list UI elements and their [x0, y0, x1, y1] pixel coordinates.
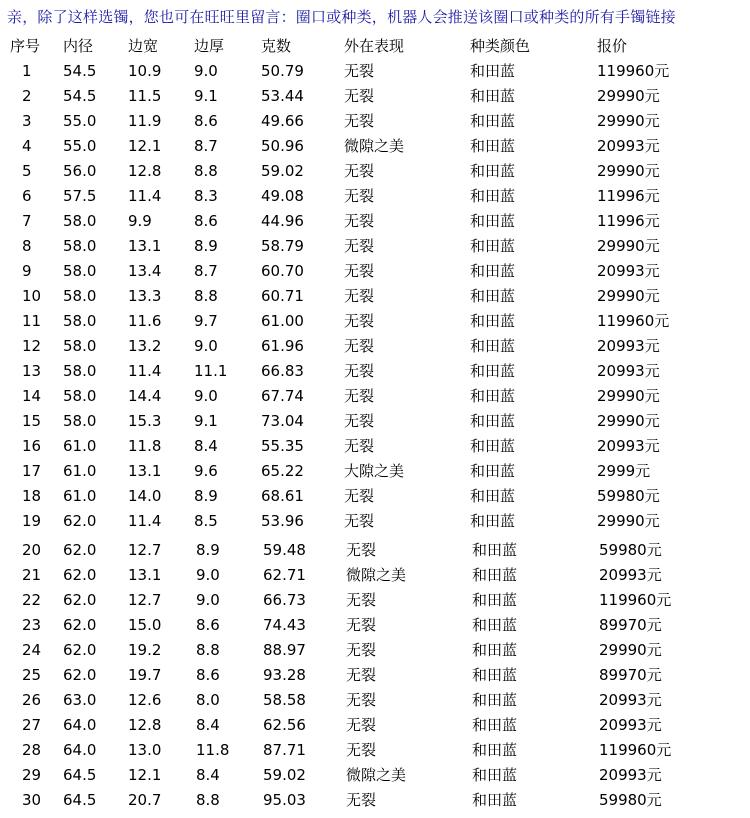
cell-inner-diameter: 64.5 [63, 791, 97, 809]
cell-variety-color: 和田蓝 [472, 791, 518, 809]
cell-width: 12.8 [128, 716, 162, 734]
cell-weight: 93.28 [263, 666, 306, 684]
cell-width: 19.7 [128, 666, 162, 684]
cell-thickness: 8.8 [196, 641, 220, 659]
cell-weight: 66.83 [261, 362, 304, 380]
cell-width: 11.4 [128, 187, 162, 205]
cell-inner-diameter: 62.0 [63, 566, 97, 584]
cell-index: 24 [22, 641, 42, 659]
cell-price: 29990元 [597, 287, 660, 305]
cell-index: 2 [22, 87, 32, 105]
cell-variety-color: 和田蓝 [470, 212, 516, 230]
cell-width: 15.3 [128, 412, 162, 430]
cell-index: 25 [22, 666, 42, 684]
cell-price: 59980元 [597, 487, 660, 505]
cell-appearance: 无裂 [346, 616, 377, 634]
cell-price: 20993元 [599, 716, 662, 734]
cell-variety-color: 和田蓝 [472, 716, 518, 734]
cell-weight: 60.70 [261, 262, 304, 280]
cell-width: 11.9 [128, 112, 162, 130]
cell-inner-diameter: 56.0 [63, 162, 97, 180]
cell-price: 20993元 [597, 137, 660, 155]
cell-index: 10 [22, 287, 42, 305]
cell-price: 59980元 [599, 791, 662, 809]
cell-index: 20 [22, 541, 42, 559]
cell-price: 119960元 [599, 741, 672, 759]
cell-appearance: 无裂 [346, 641, 377, 659]
cell-thickness: 8.6 [194, 112, 218, 130]
cell-variety-color: 和田蓝 [470, 437, 516, 455]
cell-width: 11.5 [128, 87, 162, 105]
cell-index: 27 [22, 716, 42, 734]
cell-index: 21 [22, 566, 42, 584]
cell-weight: 50.96 [261, 137, 304, 155]
cell-thickness: 8.8 [194, 287, 218, 305]
cell-inner-diameter: 55.0 [63, 137, 97, 155]
cell-thickness: 8.4 [196, 716, 220, 734]
cell-width: 20.7 [128, 791, 162, 809]
cell-inner-diameter: 62.0 [63, 591, 97, 609]
cell-width: 13.1 [128, 237, 162, 255]
cell-thickness: 8.4 [194, 437, 218, 455]
cell-index: 15 [22, 412, 42, 430]
cell-inner-diameter: 58.0 [63, 212, 97, 230]
cell-weight: 67.74 [261, 387, 304, 405]
cell-inner-diameter: 64.0 [63, 741, 97, 759]
cell-appearance: 微隙之美 [346, 766, 407, 784]
cell-variety-color: 和田蓝 [472, 541, 518, 559]
cell-thickness: 8.0 [196, 691, 220, 709]
cell-price: 20993元 [599, 566, 662, 584]
cell-width: 11.4 [128, 512, 162, 530]
cell-index: 5 [22, 162, 32, 180]
cell-appearance: 无裂 [344, 437, 375, 455]
cell-variety-color: 和田蓝 [470, 512, 516, 530]
cell-appearance: 无裂 [346, 666, 377, 684]
cell-thickness: 9.1 [194, 412, 218, 430]
cell-weight: 88.97 [263, 641, 306, 659]
cell-index: 26 [22, 691, 42, 709]
cell-weight: 59.48 [263, 541, 306, 559]
cell-width: 19.2 [128, 641, 162, 659]
cell-index: 3 [22, 112, 32, 130]
cell-weight: 66.73 [263, 591, 306, 609]
header-width: 边宽 [128, 37, 159, 55]
cell-weight: 49.08 [261, 187, 304, 205]
cell-width: 13.2 [128, 337, 162, 355]
cell-width: 9.9 [128, 212, 152, 230]
cell-inner-diameter: 64.0 [63, 716, 97, 734]
cell-price: 20993元 [597, 362, 660, 380]
cell-appearance: 微隙之美 [346, 566, 407, 584]
cell-weight: 68.61 [261, 487, 304, 505]
cell-variety-color: 和田蓝 [470, 362, 516, 380]
cell-inner-diameter: 58.0 [63, 287, 97, 305]
cell-variety-color: 和田蓝 [472, 691, 518, 709]
cell-appearance: 无裂 [344, 487, 375, 505]
cell-inner-diameter: 61.0 [63, 437, 97, 455]
cell-variety-color: 和田蓝 [472, 616, 518, 634]
cell-variety-color: 和田蓝 [470, 162, 516, 180]
cell-price: 29990元 [597, 112, 660, 130]
cell-thickness: 9.6 [194, 462, 218, 480]
cell-thickness: 9.0 [194, 337, 218, 355]
cell-variety-color: 和田蓝 [472, 566, 518, 584]
cell-variety-color: 和田蓝 [470, 187, 516, 205]
cell-price: 59980元 [599, 541, 662, 559]
cell-price: 11996元 [597, 187, 660, 205]
cell-price: 119960元 [599, 591, 672, 609]
cell-thickness: 8.3 [194, 187, 218, 205]
cell-inner-diameter: 58.0 [63, 262, 97, 280]
cell-thickness: 9.1 [194, 87, 218, 105]
cell-index: 30 [22, 791, 42, 809]
cell-inner-diameter: 62.0 [63, 512, 97, 530]
cell-width: 12.1 [128, 766, 162, 784]
cell-appearance: 无裂 [344, 112, 375, 130]
header-variety-color: 种类颜色 [470, 37, 531, 55]
cell-variety-color: 和田蓝 [470, 87, 516, 105]
cell-inner-diameter: 58.0 [63, 312, 97, 330]
cell-appearance: 无裂 [344, 87, 375, 105]
cell-appearance: 无裂 [344, 387, 375, 405]
cell-weight: 49.66 [261, 112, 304, 130]
cell-weight: 44.96 [261, 212, 304, 230]
cell-inner-diameter: 61.0 [63, 462, 97, 480]
cell-appearance: 无裂 [344, 362, 375, 380]
cell-appearance: 无裂 [344, 62, 375, 80]
cell-inner-diameter: 62.0 [63, 616, 97, 634]
cell-index: 18 [22, 487, 42, 505]
cell-inner-diameter: 54.5 [63, 62, 97, 80]
cell-inner-diameter: 57.5 [63, 187, 97, 205]
cell-width: 14.0 [128, 487, 162, 505]
cell-weight: 58.58 [263, 691, 306, 709]
cell-variety-color: 和田蓝 [470, 387, 516, 405]
cell-weight: 59.02 [261, 162, 304, 180]
cell-thickness: 11.8 [196, 741, 230, 759]
cell-weight: 61.96 [261, 337, 304, 355]
cell-thickness: 9.0 [194, 387, 218, 405]
cell-thickness: 9.0 [194, 62, 218, 80]
cell-index: 17 [22, 462, 42, 480]
cell-appearance: 无裂 [344, 262, 375, 280]
header-weight: 克数 [261, 37, 292, 55]
cell-inner-diameter: 58.0 [63, 237, 97, 255]
cell-appearance: 无裂 [346, 541, 377, 559]
cell-index: 9 [22, 262, 32, 280]
cell-inner-diameter: 61.0 [63, 487, 97, 505]
cell-inner-diameter: 58.0 [63, 362, 97, 380]
cell-thickness: 8.6 [196, 616, 220, 634]
cell-weight: 58.79 [261, 237, 304, 255]
cell-price: 89970元 [599, 666, 662, 684]
cell-thickness: 8.5 [194, 512, 218, 530]
cell-index: 29 [22, 766, 42, 784]
cell-price: 20993元 [597, 262, 660, 280]
cell-thickness: 9.7 [194, 312, 218, 330]
cell-width: 11.4 [128, 362, 162, 380]
cell-width: 13.1 [128, 462, 162, 480]
cell-index: 4 [22, 137, 32, 155]
cell-variety-color: 和田蓝 [472, 741, 518, 759]
cell-variety-color: 和田蓝 [472, 666, 518, 684]
cell-weight: 95.03 [263, 791, 306, 809]
cell-index: 6 [22, 187, 32, 205]
cell-appearance: 大隙之美 [344, 462, 405, 480]
cell-appearance: 无裂 [344, 187, 375, 205]
cell-price: 29990元 [597, 387, 660, 405]
cell-variety-color: 和田蓝 [472, 641, 518, 659]
cell-thickness: 8.7 [194, 262, 218, 280]
cell-weight: 53.44 [261, 87, 304, 105]
cell-width: 12.7 [128, 541, 162, 559]
cell-index: 16 [22, 437, 42, 455]
cell-price: 20993元 [597, 437, 660, 455]
cell-thickness: 9.0 [196, 566, 220, 584]
header-price: 报价 [597, 37, 628, 55]
cell-weight: 53.96 [261, 512, 304, 530]
cell-price: 11996元 [597, 212, 660, 230]
cell-inner-diameter: 58.0 [63, 387, 97, 405]
cell-weight: 60.71 [261, 287, 304, 305]
cell-variety-color: 和田蓝 [472, 591, 518, 609]
cell-price: 2999元 [597, 462, 651, 480]
cell-index: 7 [22, 212, 32, 230]
cell-index: 8 [22, 237, 32, 255]
cell-weight: 61.00 [261, 312, 304, 330]
cell-inner-diameter: 62.0 [63, 666, 97, 684]
cell-variety-color: 和田蓝 [470, 337, 516, 355]
cell-inner-diameter: 63.0 [63, 691, 97, 709]
cell-index: 11 [22, 312, 42, 330]
cell-width: 13.1 [128, 566, 162, 584]
cell-appearance: 无裂 [344, 412, 375, 430]
cell-weight: 65.22 [261, 462, 304, 480]
cell-appearance: 无裂 [344, 312, 375, 330]
cell-thickness: 8.4 [196, 766, 220, 784]
cell-appearance: 无裂 [344, 337, 375, 355]
cell-thickness: 8.6 [196, 666, 220, 684]
cell-width: 13.3 [128, 287, 162, 305]
cell-variety-color: 和田蓝 [470, 112, 516, 130]
cell-variety-color: 和田蓝 [470, 62, 516, 80]
cell-variety-color: 和田蓝 [470, 287, 516, 305]
cell-weight: 62.56 [263, 716, 306, 734]
cell-width: 13.0 [128, 741, 162, 759]
cell-weight: 55.35 [261, 437, 304, 455]
cell-index: 19 [22, 512, 42, 530]
cell-price: 119960元 [597, 312, 670, 330]
cell-appearance: 无裂 [346, 791, 377, 809]
cell-thickness: 8.9 [196, 541, 220, 559]
cell-inner-diameter: 55.0 [63, 112, 97, 130]
cell-variety-color: 和田蓝 [470, 462, 516, 480]
cell-appearance: 无裂 [344, 237, 375, 255]
cell-variety-color: 和田蓝 [470, 412, 516, 430]
cell-index: 14 [22, 387, 42, 405]
cell-index: 23 [22, 616, 42, 634]
cell-weight: 62.71 [263, 566, 306, 584]
cell-inner-diameter: 58.0 [63, 412, 97, 430]
cell-appearance: 无裂 [344, 512, 375, 530]
cell-variety-color: 和田蓝 [470, 237, 516, 255]
cell-variety-color: 和田蓝 [470, 262, 516, 280]
cell-width: 10.9 [128, 62, 162, 80]
cell-appearance: 无裂 [344, 287, 375, 305]
cell-inner-diameter: 58.0 [63, 337, 97, 355]
cell-weight: 74.43 [263, 616, 306, 634]
cell-variety-color: 和田蓝 [470, 312, 516, 330]
cell-inner-diameter: 54.5 [63, 87, 97, 105]
cell-inner-diameter: 62.0 [63, 641, 97, 659]
cell-price: 29990元 [597, 87, 660, 105]
cell-price: 20993元 [599, 766, 662, 784]
cell-price: 119960元 [597, 62, 670, 80]
header-inner-diameter: 内径 [63, 37, 94, 55]
cell-price: 29990元 [599, 641, 662, 659]
cell-thickness: 8.9 [194, 487, 218, 505]
header-index: 序号 [10, 37, 41, 55]
cell-index: 1 [22, 62, 32, 80]
cell-weight: 50.79 [261, 62, 304, 80]
cell-weight: 73.04 [261, 412, 304, 430]
cell-price: 29990元 [597, 512, 660, 530]
cell-index: 22 [22, 591, 42, 609]
cell-price: 20993元 [597, 337, 660, 355]
cell-thickness: 8.8 [194, 162, 218, 180]
cell-width: 11.8 [128, 437, 162, 455]
cell-width: 15.0 [128, 616, 162, 634]
cell-width: 12.1 [128, 137, 162, 155]
cell-price: 29990元 [597, 412, 660, 430]
cell-appearance: 无裂 [346, 741, 377, 759]
cell-price: 89970元 [599, 616, 662, 634]
cell-width: 13.4 [128, 262, 162, 280]
cell-thickness: 8.8 [196, 791, 220, 809]
cell-price: 29990元 [597, 237, 660, 255]
cell-inner-diameter: 62.0 [63, 541, 97, 559]
cell-width: 12.7 [128, 591, 162, 609]
cell-thickness: 8.7 [194, 137, 218, 155]
cell-appearance: 无裂 [346, 591, 377, 609]
cell-index: 13 [22, 362, 42, 380]
cell-variety-color: 和田蓝 [470, 137, 516, 155]
cell-inner-diameter: 64.5 [63, 766, 97, 784]
cell-appearance: 无裂 [346, 716, 377, 734]
cell-price: 20993元 [599, 691, 662, 709]
cell-width: 12.8 [128, 162, 162, 180]
cell-appearance: 无裂 [344, 162, 375, 180]
cell-weight: 59.02 [263, 766, 306, 784]
cell-thickness: 8.9 [194, 237, 218, 255]
cell-appearance: 无裂 [346, 691, 377, 709]
cell-index: 28 [22, 741, 42, 759]
notice-banner: 亲，除了这样选镯，您也可在旺旺里留言：圈口或种类，机器人会推送该圈口或种类的所有手镯链接 [7, 8, 676, 26]
cell-width: 12.6 [128, 691, 162, 709]
cell-price: 29990元 [597, 162, 660, 180]
cell-appearance: 微隙之美 [344, 137, 405, 155]
header-appearance: 外在表现 [344, 37, 405, 55]
cell-appearance: 无裂 [344, 212, 375, 230]
cell-width: 14.4 [128, 387, 162, 405]
cell-thickness: 8.6 [194, 212, 218, 230]
cell-width: 11.6 [128, 312, 162, 330]
cell-variety-color: 和田蓝 [472, 766, 518, 784]
cell-weight: 87.71 [263, 741, 306, 759]
cell-variety-color: 和田蓝 [470, 487, 516, 505]
cell-index: 12 [22, 337, 42, 355]
cell-thickness: 11.1 [194, 362, 228, 380]
cell-thickness: 9.0 [196, 591, 220, 609]
header-thickness: 边厚 [194, 37, 225, 55]
